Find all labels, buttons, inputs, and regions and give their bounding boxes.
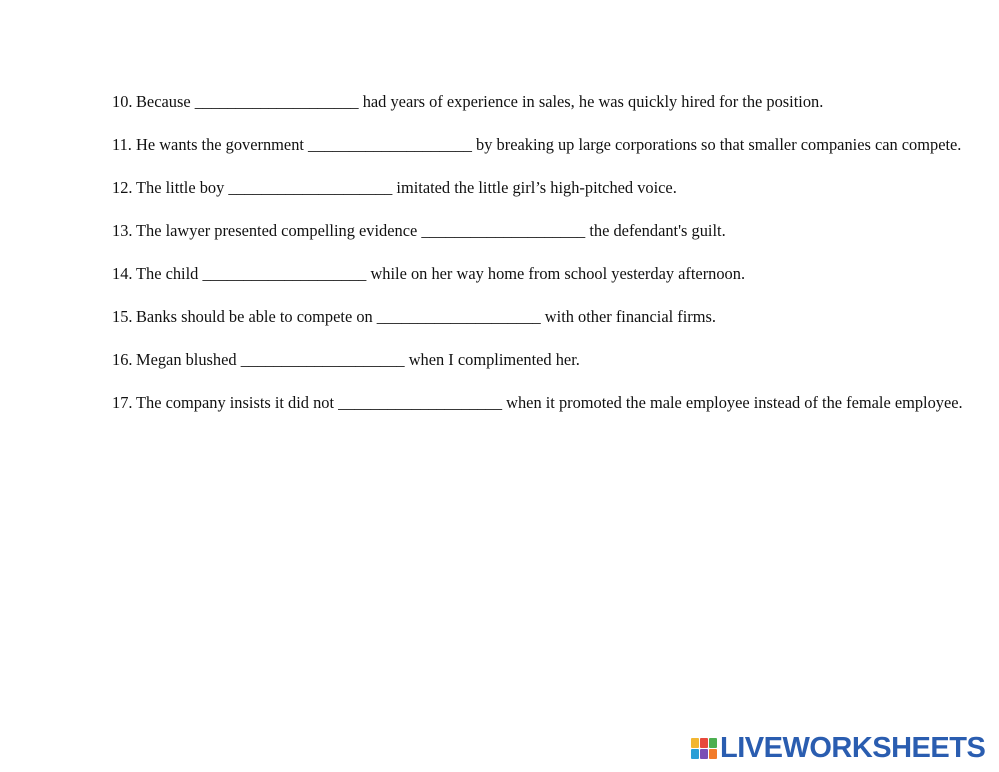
question-15 [112,301,972,332]
worksheet [112,86,972,430]
question-number: 13. [112,221,133,240]
question-10 [112,86,972,117]
question-text: The child ____________________ while on her way home from school yesterday afternoon. [136,264,746,283]
question-11 [112,129,972,160]
question-text: Because ____________________ had years of experience in sales, he was quickly hired for the position. [136,92,824,111]
question-17 [112,387,972,418]
question-13 [112,215,972,246]
question-text: Banks should be able to compete on ____________________ with other financial firms. [136,307,716,326]
question-number: 11. [112,135,132,154]
question-12 [112,172,972,203]
question-number: 10. [112,92,133,111]
question-14 [112,258,972,289]
question-text: The company insists it did not ____________________ when it promoted the male employee instead of the female employee. [136,393,963,412]
liveworksheets-logo-icon [691,738,717,759]
question-text: The lawyer presented compelling evidence ____________________ the defendant's guilt. [136,221,726,240]
logo-wordmark: LIVEWORKSHEETS [720,732,986,764]
question-number: 16. [112,350,133,369]
question-number: 15. [112,307,133,326]
question-text: Megan blushed ____________________ when I complimented her. [136,350,580,369]
question-number: 14. [112,264,133,283]
question-number: 17. [112,393,133,412]
question-number: 12. [112,178,133,197]
question-text: The little boy ____________________ imitated the little girl’s high-pitched voice. [136,178,677,197]
question-text: He wants the government ____________________ by breaking up large corporations so that smaller companies can compete. [136,135,962,154]
question-16 [112,344,972,375]
liveworksheets-logo[interactable] [691,731,985,765]
